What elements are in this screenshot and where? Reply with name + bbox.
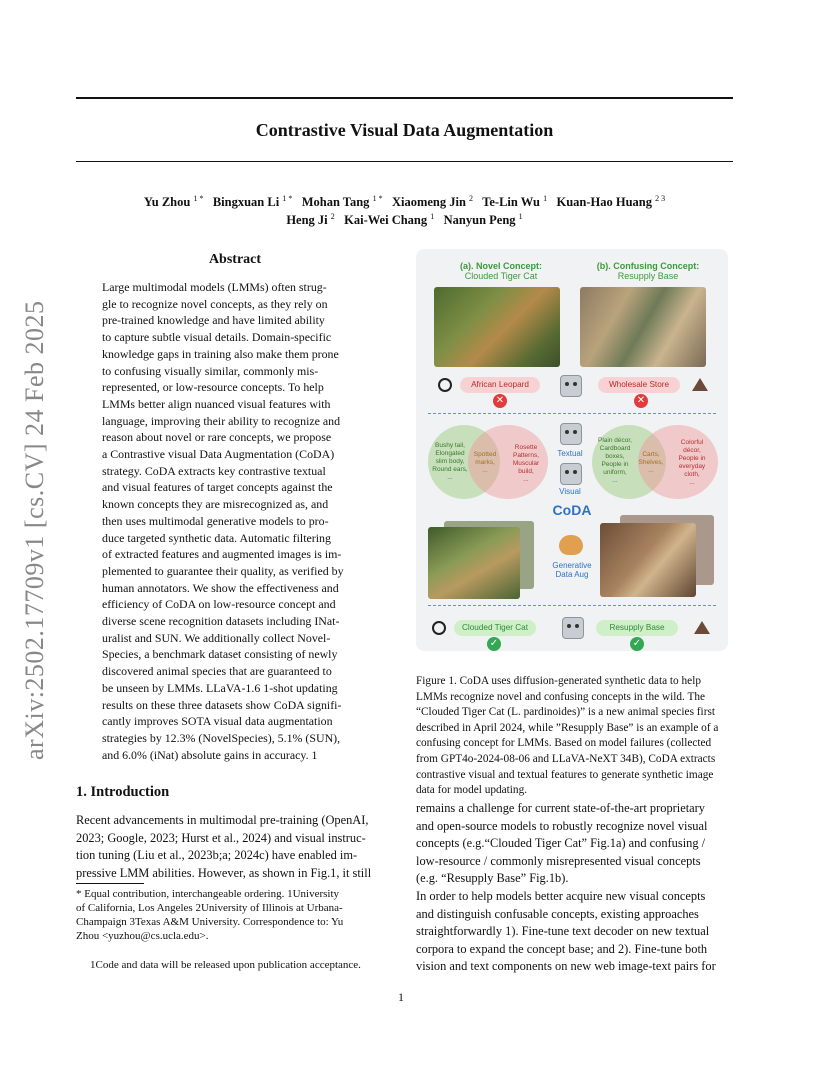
check-icon: ✓ [487,637,501,651]
abstract-line: results on these three datasets show CoDA signifi- [102,697,342,712]
feature-text: Shelves, [638,459,664,466]
footnote-code-release: 1Code and data will be released upon publication acceptance. [90,959,361,971]
abstract-line: Species, a benchmark dataset consisting of newly [102,647,338,662]
correct-answer-a: Clouded Tiger Cat [454,620,536,636]
arxiv-watermark: arXiv:2502.17709v1 [cs.CV] 24 Feb 2025 [20,300,49,760]
feature-text: décor, [683,447,701,454]
feature-text: Plain décor, [598,437,632,444]
abstract-line: strategies by 12.3% (NovelSpecies), 5.1% (SUN), [102,730,341,745]
resupply-base-photo [580,287,706,367]
title-bottom-rule [76,161,733,162]
body-line: In order to help models better acquire new visual concepts [416,889,706,903]
feature-text: build, [518,468,534,475]
feature-text: ... [482,467,488,474]
features-b-shared [636,451,666,475]
feature-text: Round ears, [432,466,468,473]
title-top-rule [76,97,733,99]
body-line: vision and text components on new web image-text pairs for [416,959,716,974]
feature-text: everyday [678,463,706,470]
feature-text: Patterns, [512,452,539,459]
feature-text: slim body, [435,458,465,465]
robot-model-icon [562,617,584,639]
author-list-line-2: Heng Ji $^2$ Kai-Wei Chang $^1$ Nanyun Peng $^1$ [286,212,523,228]
abstract-line: language, improving their ability to recognize and [102,413,341,428]
page-number: 1 [398,990,404,1004]
footnote-line: * Equal contribution, interchangeable ordering. 1University [76,888,340,900]
abstract-line: be unseen by LMMs. LLaVA-1.6 1-shot updating [102,680,338,695]
abstract-line: of extracted features and augmented images is im- [102,547,342,562]
abstract-line: gle to recognize novel concepts, as they rely on [102,296,328,311]
section-heading: 1. Introduction [76,784,170,800]
features-a-right [506,444,546,484]
abstract-line: and 6.0% (iNat) absolute gains in accuracy. 1 [102,747,318,762]
check-icon: ✓ [630,637,644,651]
abstract-line: strategy. CoDA extracts key contrastive textual [102,463,326,478]
caption-line: contrastive visual and textual features to generate synthetic image [416,768,714,781]
feature-text: Spotted [473,451,497,458]
correct-answer-b: Resupply Base [596,620,678,636]
wrong-x-icon: ✕ [634,394,648,408]
abstract-line: and visual features of target concepts against the [102,480,333,495]
feature-text: cloth, [684,471,700,478]
features-a-left [430,442,470,482]
abstract-line: efficiency of CoDA on low-resource concept and [102,597,336,612]
feature-text: ... [689,479,695,486]
feature-text: Carts, [642,451,660,458]
panel-b-title: (b). Confusing Concept: Resupply Base [596,261,700,281]
generated-cat-image [428,527,520,599]
abstract-heading: Abstract [208,252,262,267]
caption-line: LMMs recognize novel and confusing concepts in the wild. The [416,690,706,703]
body-line: straightforwardly 1). Fine-tune text decoder on new textual [416,924,710,939]
body-line: remains a challenge for current state-of-the-art proprietary [416,801,705,815]
abstract-line: pre-trained knowledge and have limited ability [102,313,325,328]
body-line: low-resource / commonly misrepresented visual concepts [416,853,701,868]
feature-text: Cardboard [599,445,631,452]
caption-line: Figure 1. CoDA uses diffusion-generated synthetic data to help [416,675,701,687]
feature-text: Elongated [435,450,465,457]
divider-top [428,413,716,414]
abstract-line: to capture subtle visual details. Domain-specific [102,330,332,345]
abstract-line: a Contrastive visual Data Augmentation (CoDA) [102,447,335,462]
figure-1 [416,249,728,651]
right-column-paragraph-2 [416,888,736,976]
robot-model-icon [560,463,582,485]
abstract-line: represented, or low-resource concepts. To help [102,380,324,395]
abstract-line: cantly improves SOTA visual data augmentation [102,714,333,729]
feature-text: ... [447,474,453,481]
intro-line: pressive LMM abilities. However, as shown in Fig.1, it still [76,865,372,880]
footnote-line: Zhou <yuzhou@cs.ucla.edu>. [76,930,209,942]
clouded-tiger-cat-photo [434,287,560,367]
abstract-line: known concepts they are misrecognized as, and [102,497,329,512]
footnote-line: of California, Los Angeles 2University of Illinois at Urbana- [76,902,343,914]
abstract-line: duce targeted synthetic data. Automatic filtering [102,530,331,545]
abstract-body [102,279,368,763]
body-line: and open-source models to robustly recognize novel visual [416,818,708,833]
abstract-line: knowledge gaps in training also make them prone [102,346,339,361]
feature-text: boxes, [605,453,625,460]
coda-label: CoDA [552,502,592,518]
footnote-line: Champaign 3Texas A&M University. Correspondence to: Yu [76,916,344,928]
feature-text: Muscular [512,460,540,467]
caption-line: described in April 2024, while ”Resupply Base” is an example of a [416,721,719,734]
abstract-line: LMMs better align nuanced visual features with [102,396,331,411]
body-line: concepts (e.g.“Clouded Tiger Cat” Fig.1a) and confusing / [416,836,706,851]
feature-text: Bushy tail, [435,442,465,449]
figure-caption [416,674,732,799]
abstract-line: discovered animal species that are guaranteed to [102,664,332,679]
generative-label-line: Generative [552,561,592,570]
body-line: and distinguish confusable concepts, existing approaches [416,906,699,921]
llava-volcano-icon [692,378,708,391]
features-a-shared [469,451,501,475]
generative-data-aug-label [544,561,600,579]
feature-text: Rosette [514,444,538,451]
caption-line: data for model updating. [416,784,528,797]
abstract-line: reason about novel or rare concepts, we propose [102,430,332,445]
palette-icon [559,535,583,555]
abstract-line: human annotators. We show the effectiveness and [102,580,339,595]
generative-label-line: Data Aug [555,570,589,579]
openai-logo-icon [438,378,452,392]
caption-line: from GPT4o-2024-08-06 and LLaVA-NeXT 34B), CoDA extracts [416,752,716,765]
features-b-left [594,437,636,485]
abstract-line: uralist and SUN. We additionally collect Novel- [102,630,331,645]
intro-line: Recent advancements in multimodal pre-training (OpenAI, [76,813,369,827]
visual-label: Visual [559,487,581,496]
panel-a-title: (a). Novel Concept: Clouded Tiger Cat [459,261,542,281]
right-column-paragraph-1 [416,800,736,888]
caption-line: confusing concept for LMMs. Based on model failures (collected [416,737,712,750]
llava-volcano-icon [694,621,710,634]
abstract-line: to confusing visually similar, commonly mis- [102,363,319,378]
author-list-line-1: Yu Zhou $^{1 *}$ Bingxuan Li $^{1 *}$ Mohan Tang $^{1 *}$ Xiaomeng Jin $^2$ Te-Lin Wu $^1$ Kuan-Hao Huang $^{2 3}$ [143,194,666,210]
feature-text: People in [601,461,629,468]
feature-text: ... [523,476,529,483]
generated-warehouse-image [600,523,696,597]
features-b-right [670,439,714,487]
abstract-line: diverse scene recognition datasets including INat- [102,614,340,629]
abstract-line: then uses multimodal generative models to pro- [102,513,329,528]
abstract-line: Large multimodal models (LMMs) often strug- [102,280,327,294]
divider-bottom [428,605,716,606]
wrong-x-icon: ✕ [493,394,507,408]
feature-text: Colorful [680,439,704,446]
intro-line: tion tuning (Liu et al., 2023b;a; 2024c) have enabled im- [76,848,358,863]
robot-model-icon [560,423,582,445]
abstract-line: plemented to guarantee their quality, as verified by [102,563,344,578]
wrong-answer-b: Wholesale Store [598,377,680,393]
feature-text: ... [648,467,654,474]
intro-line: 2023; Google, 2023; Hurst et al., 2024) and visual instruc- [76,830,366,845]
feature-text: ... [612,477,618,484]
footnote-equal-contribution [76,887,396,943]
feature-text: uniform, [603,469,627,476]
openai-logo-icon [432,621,446,635]
feature-text: People in [678,455,706,462]
feature-text: marks, [475,459,495,466]
body-line: corpora to expand the concept base; and 2). Fine-tune both [416,941,708,956]
robot-model-icon [560,375,582,397]
body-line: (e.g. “Resupply Base” Fig.1b). [416,871,569,886]
wrong-answer-a: African Leopard [460,377,540,393]
caption-line: “Clouded Tiger Cat (L. pardinoides)” is a new animal species first [416,706,715,719]
footnote-rule [76,883,144,884]
intro-paragraph [76,812,396,882]
textual-label: Textual [557,449,583,458]
paper-title: Contrastive Visual Data Augmentation [255,120,554,140]
